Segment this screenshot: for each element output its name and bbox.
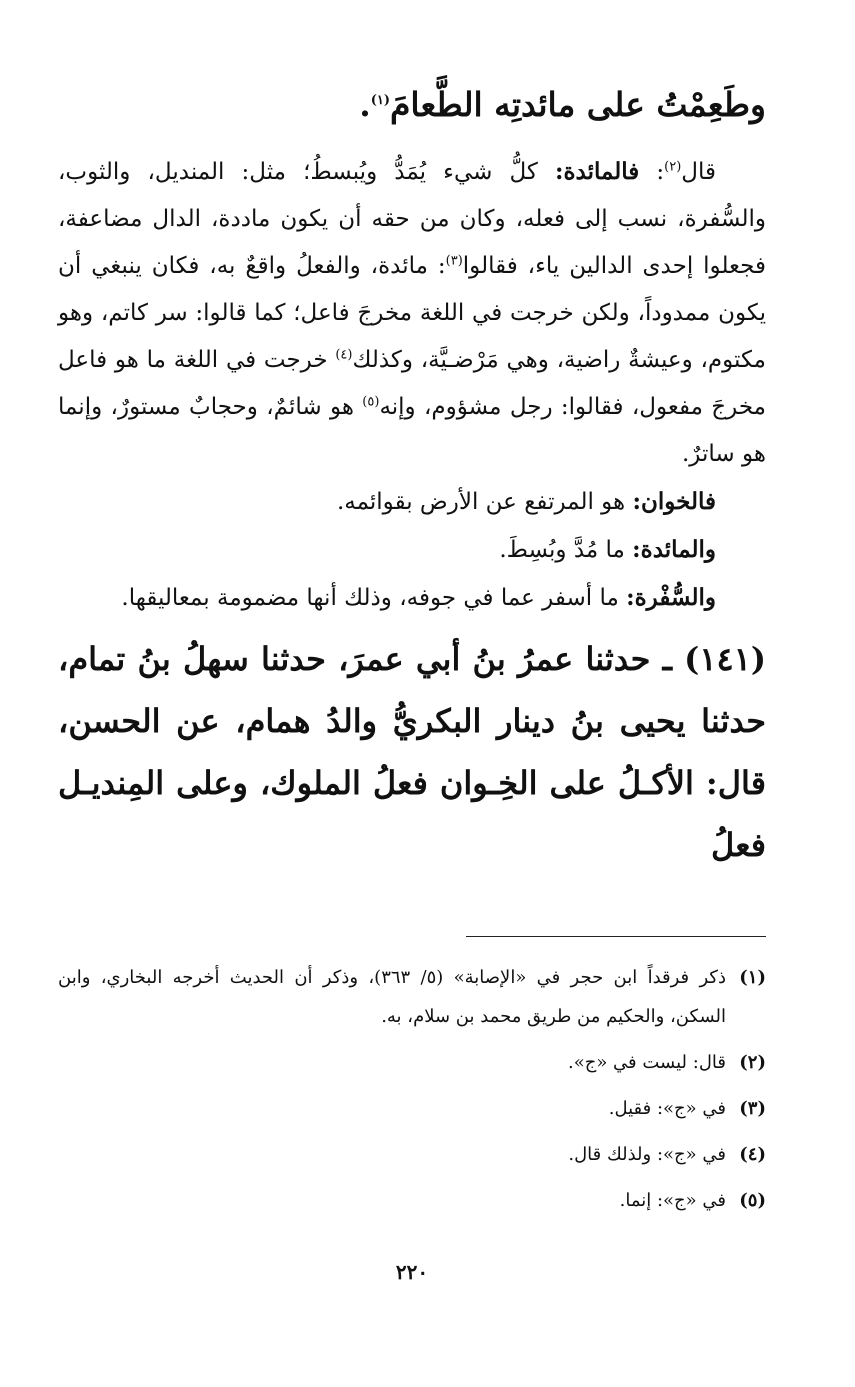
footnote-ref-3[interactable]: (٣): [445, 253, 463, 269]
definition-text: هو المرتفع عن الأرض بقوائمه.: [336, 489, 633, 515]
footnote-ref-4[interactable]: (٤): [335, 347, 353, 363]
footnote-number: (٥): [739, 1190, 766, 1211]
definition-text: ما أسفر عما في جوفه، وذلك أنها مضمومة بمعاليقها.: [121, 585, 627, 611]
footnote-separator: [466, 936, 766, 937]
footnote-number: (٤): [739, 1144, 766, 1165]
verse-text: وطَعِمْتُ على مائدتِه الطَّعامَ: [389, 85, 766, 124]
definition-term: والسُّفْرة:: [626, 584, 716, 611]
definition-maida: [58, 526, 766, 574]
para-intro: قال: [681, 159, 716, 185]
verse-end: .: [359, 85, 371, 124]
definition-khiwan: [58, 478, 766, 526]
commentary-paragraph: [58, 148, 766, 478]
footnote-5: [58, 1181, 766, 1220]
para-text-d: هو شائمٌ، وحجابٌ مستورٌ، وإنما هو ساترٌ.: [58, 394, 766, 467]
term-maida: فالمائدة:: [554, 158, 640, 185]
page-number: ٢٢٠: [395, 1260, 429, 1284]
para-text-c: خرجت في اللغة ما هو فاعل مخرجَ مفعول، فقالوا: رجل مشؤوم، وإنه: [58, 347, 766, 420]
footnote-ref-1[interactable]: (١): [370, 93, 390, 108]
book-page: [58, 70, 766, 1370]
para-colon: :: [639, 159, 665, 185]
footnote-ref-2[interactable]: (٢): [664, 159, 682, 175]
para-text-b: : مائدة، والفعلُ واقعٌ به، فكان ينبغي أن يكون ممدوداً، ولكن خرجت في اللغة مخرجَ فاعل؛ كما قالوا: سر كاتم، وهو مكتوم، وعيشةٌ راضية، وهي مَرْضـيَّة، وكذلك: [58, 253, 766, 373]
para-text-a: كلُّ شيء يُمَدُّ ويُبسطُ؛ مثل: المنديل، والثوب، والسُّفرة، نسب إلى فعله، وكان من حقه أن يكون ماددة، الدال مضاعفة، فجعلوا إحدى الدالين ياء، فقالوا: [58, 159, 766, 279]
footnote-1: [58, 958, 766, 1036]
footnote-ref-5[interactable]: (٥): [362, 394, 380, 410]
footnote-3: [58, 1089, 766, 1128]
definition-term: فالخوان:: [632, 488, 716, 515]
definition-term: والمائدة:: [632, 536, 716, 563]
footnote-text: ذكر فرقداً ابن حجر في «الإصابة» (٥/ ٣٦٣)، وذكر أن الحديث أخرجه البخاري، وابن السكن، والحكيم من طريق محمد بن سلام، به.: [58, 967, 726, 1027]
hadith-141: (١٤١) ـ حدثنا عمرُ بنُ أبي عمرَ، حدثنا سهلُ بنُ تمام، حدثنا يحيى بنُ دينار البكريُّ والدُ همام، عن الحسن، قال: الأكـلُ على الخِـوان فعلُ الملوك، وعلى المِنديـل فعلُ: [58, 640, 767, 864]
footnote-number: (٣): [739, 1098, 766, 1119]
footnote-2: [58, 1043, 766, 1082]
footnote-text: في «ج»: ولذلك قال.: [568, 1144, 726, 1165]
footnote-text: في «ج»: إنما.: [619, 1190, 726, 1211]
footnote-text: في «ج»: فقيل.: [608, 1098, 726, 1119]
definition-text: ما مُدَّ وبُسِطَ.: [499, 537, 633, 563]
footnote-number: (٢): [739, 1052, 766, 1073]
footnote-number: (١): [739, 967, 766, 988]
definition-sufra: [58, 574, 766, 622]
footnote-text: قال: ليست في «ج».: [567, 1052, 726, 1073]
poetry-verse: [58, 70, 766, 140]
footnotes: [58, 958, 766, 1227]
footnote-4: [58, 1135, 766, 1174]
